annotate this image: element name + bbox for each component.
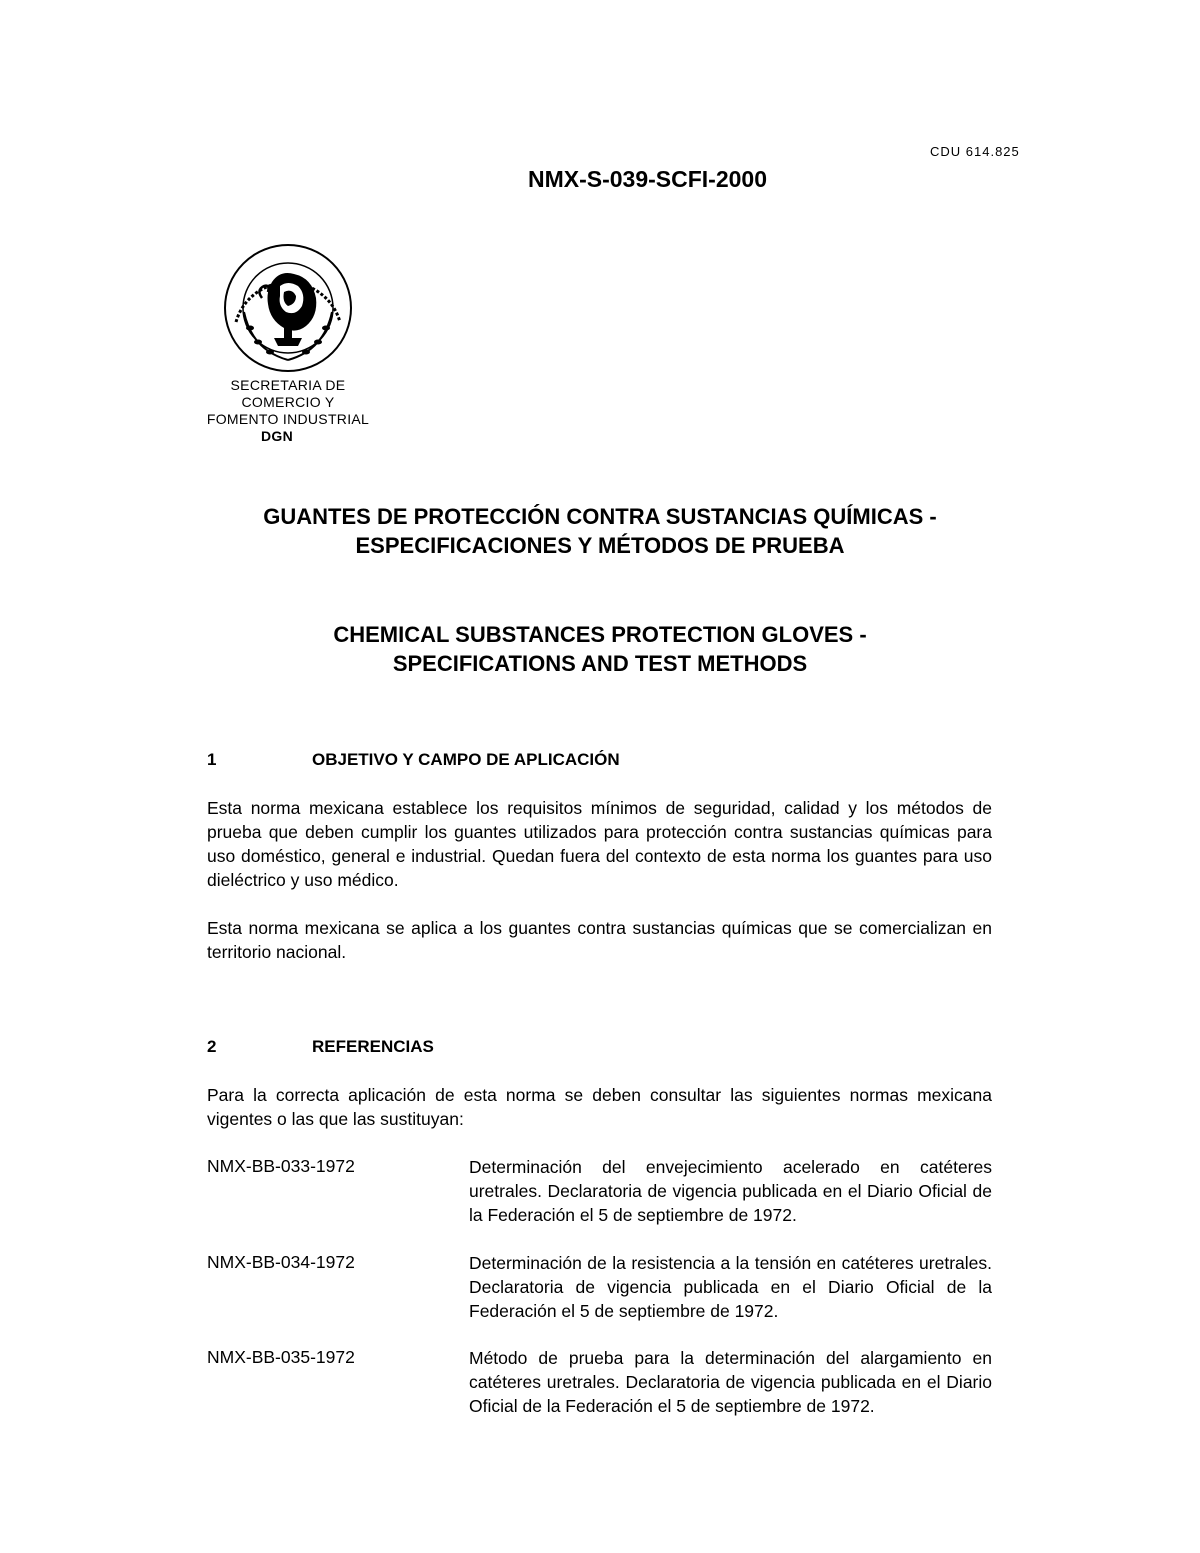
title-line: GUANTES DE PROTECCIÓN CONTRA SUSTANCIAS QUÍMICAS - [263, 504, 937, 529]
section-heading: OBJETIVO Y CAMPO DE APLICACIÓN [312, 750, 620, 769]
paragraph: Esta norma mexicana establece los requisitos mínimos de seguridad, calidad y los métodos de prueba que deben cumplir los guantes utilizados para protección contra sustancias químicas para uso doméstico, general e industrial. Quedan fuera del contexto de esta norma los guantes para uso dieléctrico y uso médico. [207, 798, 992, 890]
reference-description: Determinación del envejecimiento acelerado en catéteres uretrales. Declaratoria de vigencia publicada en el Diario Oficial de la Federación el 5 de septiembre de 1972. [469, 1157, 992, 1225]
issuing-agency [188, 377, 388, 445]
title-spanish [150, 502, 1050, 560]
agency-line: SECRETARIA DE [230, 377, 346, 393]
paragraph: Para la correcta aplicación de esta norma se deben consultar las siguientes normas mexicana vigentes o las que las sustituyan: [207, 1085, 992, 1129]
cdu-code: CDU 614.825 [930, 144, 1020, 159]
agency-line: COMERCIO Y [241, 394, 335, 410]
section-heading: REFERENCIAS [312, 1037, 434, 1056]
agency-abbreviation: DGN [260, 428, 293, 444]
section-number: 1 [207, 750, 217, 769]
mexican-coat-of-arms-seal [222, 242, 354, 374]
reference-code: NMX-BB-035-1972 [207, 1347, 355, 1367]
reference-description: Método de prueba para la determinación del alargamiento en catéteres uretrales. Declaratoria de vigencia publicada en el Diario Oficial de la Federación el 5 de septiembre de 1972. [469, 1348, 992, 1416]
title-line: ESPECIFICACIONES Y MÉTODOS DE PRUEBA [355, 533, 845, 558]
title-line: CHEMICAL SUBSTANCES PROTECTION GLOVES - [333, 622, 867, 647]
title-line: SPECIFICATIONS AND TEST METHODS [392, 651, 808, 676]
reference-code: NMX-BB-034-1972 [207, 1252, 355, 1272]
reference-description: Determinación de la resistencia a la tensión en catéteres uretrales. Declaratoria de vigencia publicada en el Diario Oficial de la Federación el 5 de septiembre de 1972. [469, 1253, 992, 1321]
section-number: 2 [207, 1037, 217, 1056]
reference-code: NMX-BB-033-1972 [207, 1156, 355, 1176]
standard-code: NMX-S-039-SCFI-2000 [527, 166, 768, 192]
agency-line: FOMENTO INDUSTRIAL [206, 411, 370, 427]
paragraph: Esta norma mexicana se aplica a los guantes contra sustancias químicas que se comercializan en territorio nacional. [207, 918, 992, 962]
title-english [150, 620, 1050, 678]
